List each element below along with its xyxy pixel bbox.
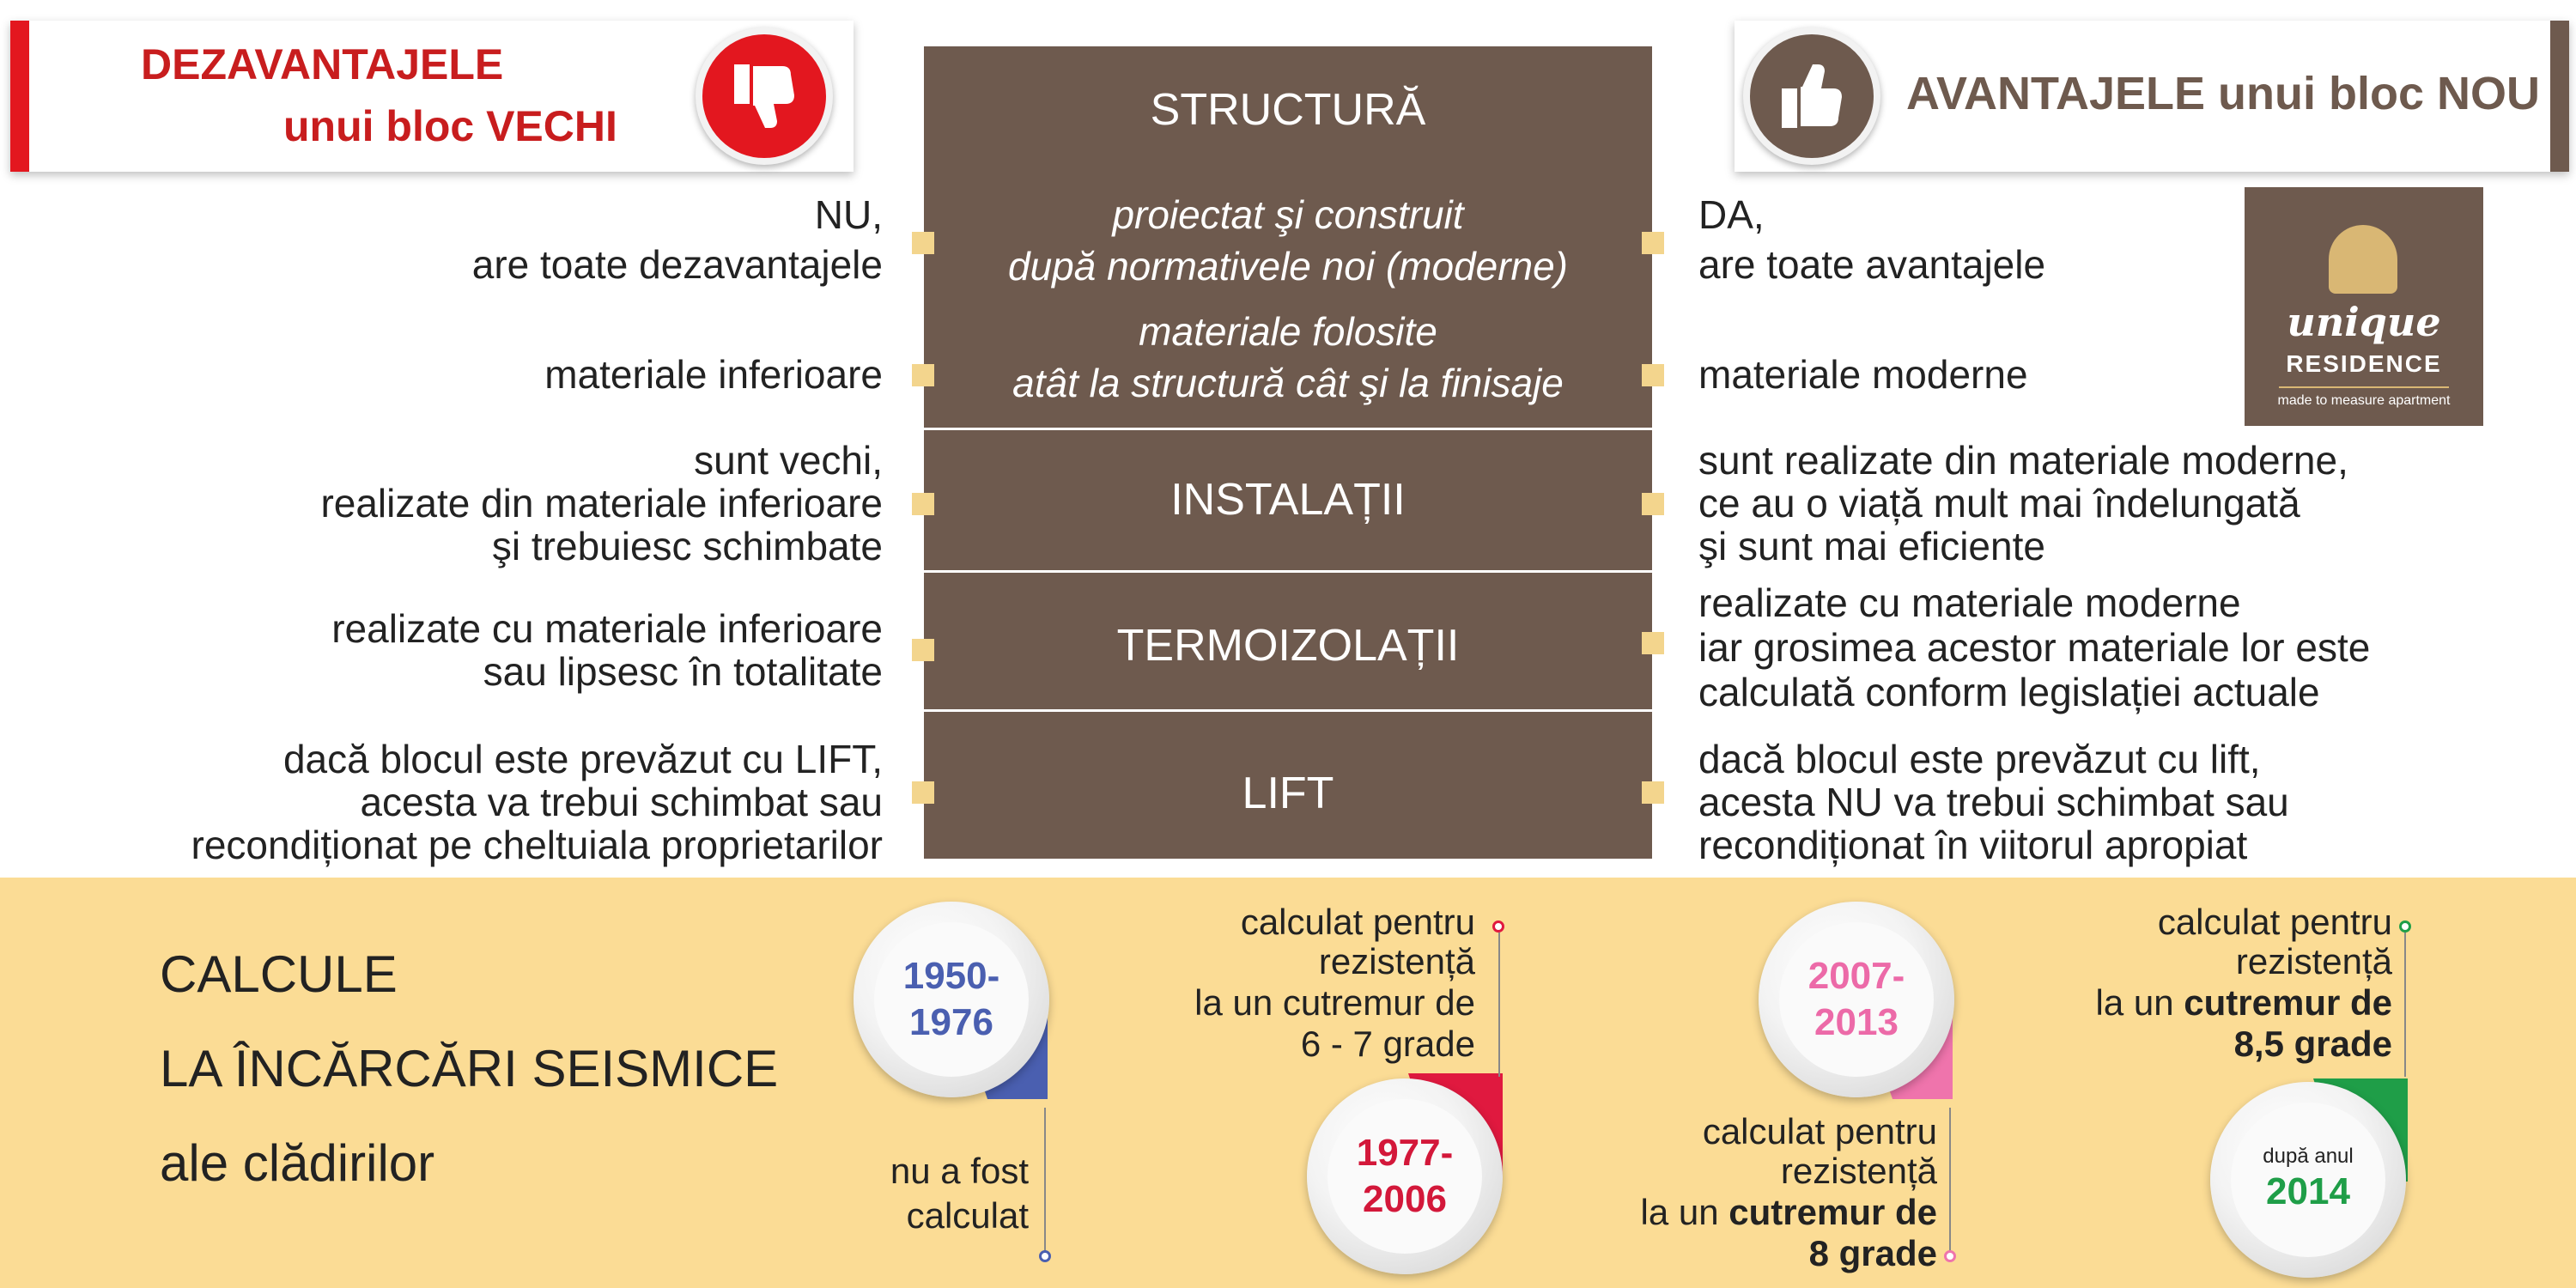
badge-year-start: 2007- xyxy=(1807,955,1905,997)
right-row5-c: recondiționat în viitorul apropiat xyxy=(1698,823,2248,867)
left-row1-a: NU, xyxy=(814,192,883,237)
divider xyxy=(924,709,1652,712)
center-column xyxy=(924,46,1652,859)
connector-dot xyxy=(1039,1250,1051,1262)
logo-emblem-icon xyxy=(2329,225,2397,294)
row-marker xyxy=(1642,232,1664,254)
right-row2: materiale moderne xyxy=(1698,352,2028,397)
seismic-title-line2: LA ÎNCĂRCĂRI SEISMICE xyxy=(160,1040,779,1097)
year-badge-2007-2013 xyxy=(1759,902,1954,1097)
badge2-note-c: la un cutremur de xyxy=(1194,982,1475,1023)
left-row3-c: şi trebuiesc schimbate xyxy=(491,524,883,568)
connector-line xyxy=(1044,1108,1046,1252)
badge-year-start: 1977- xyxy=(1356,1132,1454,1174)
right-row3-b: ce au o viață mult mai îndelungată xyxy=(1698,481,2300,526)
logo-name: RESIDENCE xyxy=(2286,350,2442,377)
badge2-note-a: calculat pentru xyxy=(1240,902,1475,942)
row-marker xyxy=(1642,781,1664,804)
row-marker xyxy=(912,232,934,254)
right-row5-b: acesta NU va trebui schimbat sau xyxy=(1698,780,2289,824)
row-marker xyxy=(1642,632,1664,654)
connector-line xyxy=(1949,1108,1951,1252)
left-row3-b: realizate din materiale inferioare xyxy=(320,481,883,526)
left-row4-b: sau lipsesc în totalitate xyxy=(483,649,883,694)
left-row5-c: recondiționat pe cheltuiala proprietarilor xyxy=(191,823,883,867)
divider xyxy=(924,570,1652,573)
seismic-title-line1: CALCULE xyxy=(160,945,398,1003)
structura-desc1-b: după normativele noi (moderne) xyxy=(1007,244,1569,289)
lift-title: LIFT xyxy=(1242,769,1334,818)
row-marker xyxy=(912,493,934,515)
row-marker xyxy=(912,364,934,386)
badge3-note-a: calculat pentru xyxy=(1702,1111,1937,1151)
right-row3-c: şi sunt mai eficiente xyxy=(1698,524,2045,568)
instalatii-title: INSTALAȚII xyxy=(1170,475,1406,525)
badge4-note-c: la un cutremur de xyxy=(2095,982,2392,1023)
badge-year-end: 2006 xyxy=(1363,1178,1447,1220)
left-row5-b: acesta va trebui schimbat sau xyxy=(360,780,883,824)
badge4-note-a: calculat pentru xyxy=(2157,902,2392,942)
badge-caption: după anul xyxy=(2263,1145,2354,1168)
badge3-note-c: la un cutremur de xyxy=(1640,1192,1937,1232)
right-row3-a: sunt realizate din materiale moderne, xyxy=(1698,438,2348,483)
disadvantages-title-line2: unui bloc VECHI xyxy=(283,102,617,150)
connector-line xyxy=(1498,933,1500,1077)
right-row1-a: DA, xyxy=(1698,192,1765,237)
divider xyxy=(924,428,1652,430)
right-row4-c: calculată conform legislației actuale xyxy=(1698,670,2320,714)
logo-divider xyxy=(2279,386,2449,388)
structura-title: STRUCTURĂ xyxy=(1150,85,1426,135)
row-marker xyxy=(1642,493,1664,515)
connector-dot xyxy=(2399,920,2411,933)
disadvantages-title-line1: DEZAVANTAJELE xyxy=(141,40,504,88)
badge4-note-b: rezistență xyxy=(2235,941,2392,981)
badge4-note-d: 8,5 grade xyxy=(2233,1024,2392,1064)
left-row1-b: are toate dezavantajele xyxy=(471,242,883,287)
thumbs-down-icon xyxy=(696,27,833,165)
structura-desc2-b: atât la structură cât şi la finisaje xyxy=(1012,361,1564,405)
left-row4-a: realizate cu materiale inferioare xyxy=(331,606,883,651)
logo-tagline: made to measure apartment xyxy=(2277,393,2451,408)
badge3-note-b: rezistență xyxy=(1780,1151,1937,1191)
unique-residence-logo xyxy=(2245,187,2483,426)
right-row5-a: dacă blocul este prevăzut cu lift, xyxy=(1698,737,2261,781)
left-row2: materiale inferioare xyxy=(544,352,883,397)
badge-year-start: 1950- xyxy=(902,955,1000,997)
connector-dot xyxy=(1944,1250,1956,1262)
badge3-note-d: 8 grade xyxy=(1808,1233,1937,1273)
row-marker xyxy=(1642,364,1664,386)
connector-dot xyxy=(1492,920,1504,933)
connector-line xyxy=(2404,933,2406,1077)
structura-desc2-a: materiale folosite xyxy=(1139,309,1437,354)
seismic-title-line3: ale clădirilor xyxy=(160,1134,435,1192)
badge1-note-b: calculat xyxy=(906,1195,1029,1236)
structura-desc1-a: proiectat şi construit xyxy=(1112,192,1464,237)
badge2-note-d: 6 - 7 grade xyxy=(1300,1024,1475,1064)
year-badge-1950-1976 xyxy=(854,902,1049,1097)
badge1-note-a: nu a fost xyxy=(890,1151,1029,1191)
right-row4-a: realizate cu materiale moderne xyxy=(1698,580,2241,625)
year-badge-2014 xyxy=(2210,1082,2406,1278)
badge-year: 2014 xyxy=(2266,1170,2350,1212)
left-row5-a: dacă blocul este prevăzut cu LIFT, xyxy=(283,737,883,781)
logo-script: unique xyxy=(2287,299,2441,345)
right-row1-b: are toate avantajele xyxy=(1698,242,2046,287)
badge-year-end: 1976 xyxy=(909,1001,993,1043)
advantages-title: AVANTAJELE unui bloc NOU xyxy=(1906,68,2540,119)
left-row3-a: sunt vechi, xyxy=(694,438,883,483)
termoizolatii-title: TERMOIZOLAȚII xyxy=(1116,621,1460,671)
thumbs-up-icon xyxy=(1743,27,1880,165)
badge2-note-b: rezistență xyxy=(1318,941,1475,981)
right-row4-b: iar grosimea acestor materiale lor este xyxy=(1698,625,2371,670)
badge-year-end: 2013 xyxy=(1814,1001,1899,1043)
row-marker xyxy=(912,781,934,804)
row-marker xyxy=(912,639,934,661)
year-badge-1977-2006 xyxy=(1307,1078,1503,1274)
